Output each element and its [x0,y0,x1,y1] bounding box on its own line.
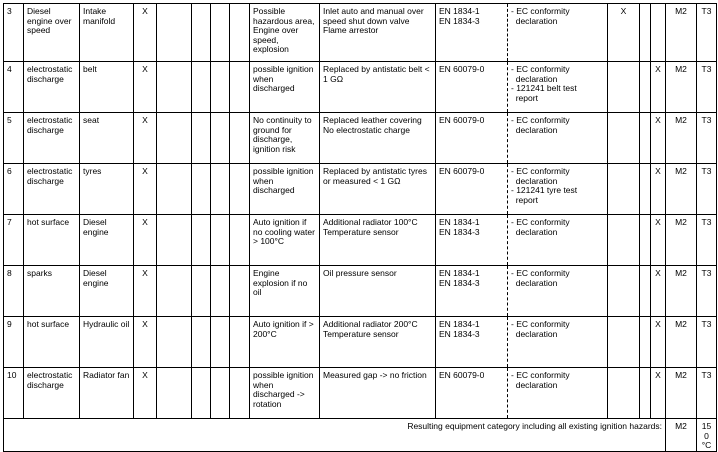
hazard-cell: electrostatic discharge [24,113,80,164]
hazard-cell: Diesel engine over speed [24,4,80,62]
category-cell: M2 [666,164,697,215]
mark-a-cell: X [134,164,157,215]
evidence-cell [508,266,608,317]
empty-cell [192,113,211,164]
empty-cell [211,4,230,62]
empty-cell [230,368,250,419]
mark-c-cell: X [651,368,666,419]
empty-cell [211,317,230,368]
effect-cell: possible ignition when discharged [250,62,320,113]
empty-cell [157,368,192,419]
source-cell: Intake manifold [80,4,134,62]
effect-cell: No continuity to ground for discharge, ignition risk [250,113,320,164]
empty-cell [640,368,651,419]
empty-cell [192,4,211,62]
mark-b-cell [608,62,640,113]
cell-line: declaration [511,124,558,135]
empty-cell [157,4,192,62]
empty-cell [230,266,250,317]
empty-cell [211,266,230,317]
temperature-cell: T3 [697,4,717,62]
cell-line: EN 1834-3 [439,328,480,339]
mark-b-cell [608,215,640,266]
temperature-cell: T3 [697,62,717,113]
cell-line: declaration [511,15,558,26]
cell-line: declaration [511,175,558,186]
measure-cell: Replaced leather covering No electrostatic charge [320,113,436,164]
mark-a-cell: X [134,266,157,317]
cell-line: declaration [511,328,558,339]
source-cell: belt [80,62,134,113]
category-cell: M2 [666,62,697,113]
empty-cell [230,113,250,164]
table-row [4,215,717,266]
mark-a-cell: X [134,4,157,62]
empty-cell [157,62,192,113]
mark-a-cell: X [134,113,157,164]
empty-cell [211,215,230,266]
cell-line: declaration [511,379,558,390]
standard-cell [436,4,508,62]
empty-cell [192,215,211,266]
measure-cell: Measured gap -> no friction [320,368,436,419]
empty-cell [230,62,250,113]
total-category: M2 [666,419,697,452]
standard-cell [436,215,508,266]
empty-cell [157,317,192,368]
empty-cell [192,266,211,317]
table-row [4,4,717,62]
standard-cell: EN 60079-0 [436,113,508,164]
empty-cell [157,266,192,317]
total-temperature: 150 °C [697,419,717,452]
category-cell: M2 [666,368,697,419]
cell-line: EN 1834-1 [439,319,480,329]
empty-cell [640,164,651,215]
hazard-cell: hot surface [24,317,80,368]
standard-cell: EN 60079-0 [436,164,508,215]
empty-cell [157,215,192,266]
row-number: 6 [4,164,24,215]
total-label: Resulting equipment category including all existing ignition hazards: [4,419,666,452]
empty-cell [211,113,230,164]
hazard-cell: hot surface [24,215,80,266]
category-cell: M2 [666,266,697,317]
empty-cell [211,368,230,419]
empty-cell [157,113,192,164]
empty-cell [192,368,211,419]
mark-b-cell [608,368,640,419]
empty-cell [230,317,250,368]
mark-a-cell: X [134,317,157,368]
mark-c-cell: X [651,113,666,164]
effect-cell: possible ignition when discharged -> rotation [250,368,320,419]
standard-cell: EN 60079-0 [436,62,508,113]
mark-a-cell: X [134,368,157,419]
category-cell: M2 [666,317,697,368]
hazard-table [3,3,717,452]
evidence-cell [508,164,608,215]
cell-line: declaration [511,277,558,288]
row-number: 8 [4,266,24,317]
temperature-cell: T3 [697,317,717,368]
row-number: 10 [4,368,24,419]
cell-line: declaration [511,226,558,237]
hazard-cell: sparks [24,266,80,317]
hazard-cell: electrostatic discharge [24,164,80,215]
mark-b-cell [608,317,640,368]
empty-cell [640,4,651,62]
table-row [4,164,717,215]
source-cell: seat [80,113,134,164]
effect-cell: Auto ignition if no cooling water > 100°C [250,215,320,266]
cell-line: - 121241 belt test [511,83,577,93]
hazard-cell: electrostatic discharge [24,62,80,113]
row-number: 4 [4,62,24,113]
standard-cell: EN 60079-0 [436,368,508,419]
cell-line: EN 1834-1 [439,217,480,227]
cell-line: EN 1834-3 [439,226,480,237]
mark-c-cell: X [651,62,666,113]
cell-line: declaration [511,73,558,84]
standard-cell [436,266,508,317]
effect-cell: Engine explosion if no oil [250,266,320,317]
mark-c-cell: X [651,317,666,368]
empty-cell [640,113,651,164]
empty-cell [640,62,651,113]
table-row [4,62,717,113]
row-number: 9 [4,317,24,368]
row-number: 7 [4,215,24,266]
mark-a-cell: X [134,215,157,266]
measure-cell: Additional radiator 200°C Temperature sensor [320,317,436,368]
table-row [4,266,717,317]
evidence-cell [508,4,608,62]
empty-cell [192,62,211,113]
mark-b-cell [608,164,640,215]
evidence-cell [508,317,608,368]
row-number: 5 [4,113,24,164]
evidence-cell [508,62,608,113]
empty-cell [640,266,651,317]
cell-line: - EC conformity [511,268,570,278]
empty-cell [192,164,211,215]
measure-cell: Inlet auto and manual over speed shut down valve Flame arrestor [320,4,436,62]
total-row [4,419,717,452]
cell-line: - EC conformity [511,166,570,176]
mark-b-cell: X [608,4,640,62]
hazard-cell: electrostatic discharge [24,368,80,419]
measure-cell: Oil pressure sensor [320,266,436,317]
table-row [4,317,717,368]
temperature-cell: T3 [697,215,717,266]
effect-cell: possible ignition when discharged [250,164,320,215]
table-row [4,368,717,419]
cell-line: - EC conformity [511,64,570,74]
table-row [4,113,717,164]
cell-line: report [511,92,538,103]
cell-line: - EC conformity [511,217,570,227]
mark-c-cell: X [651,164,666,215]
empty-cell [211,62,230,113]
empty-cell [230,215,250,266]
effect-cell: Auto ignition if > 200°C [250,317,320,368]
mark-c-cell: X [651,266,666,317]
cell-line: EN 1834-3 [439,15,480,26]
source-cell: Diesel engine [80,266,134,317]
evidence-cell [508,113,608,164]
temperature-cell: T3 [697,266,717,317]
mark-b-cell [608,266,640,317]
cell-line: EN 1834-1 [439,268,480,278]
cell-line: - EC conformity [511,115,570,125]
cell-line: - 121241 tyre test [511,185,578,195]
mark-b-cell [608,113,640,164]
mark-c-cell [651,4,666,62]
cell-line: EN 1834-3 [439,277,480,288]
mark-a-cell: X [134,62,157,113]
temperature-cell: T3 [697,164,717,215]
cell-line: - EC conformity [511,319,570,329]
evidence-cell [508,368,608,419]
temperature-cell: T3 [697,368,717,419]
source-cell: Diesel engine [80,215,134,266]
category-cell: M2 [666,113,697,164]
cell-line: - EC conformity [511,6,570,16]
empty-cell [157,164,192,215]
mark-c-cell: X [651,215,666,266]
source-cell: tyres [80,164,134,215]
empty-cell [230,164,250,215]
temperature-cell: T3 [697,113,717,164]
category-cell: M2 [666,215,697,266]
standard-cell [436,317,508,368]
evidence-cell [508,215,608,266]
category-cell: M2 [666,4,697,62]
empty-cell [640,215,651,266]
measure-cell: Replaced by antistatic belt < 1 GΩ [320,62,436,113]
cell-line: report [511,194,538,205]
cell-line: EN 1834-1 [439,6,480,16]
empty-cell [640,317,651,368]
measure-cell: Replaced by antistatic tyres or measured < 1 GΩ [320,164,436,215]
empty-cell [192,317,211,368]
row-number: 3 [4,4,24,62]
measure-cell: Additional radiator 100°C Temperature sensor [320,215,436,266]
effect-cell: Possible hazardous area, Engine over speed, explosion [250,4,320,62]
cell-line: - EC conformity [511,370,570,380]
source-cell: Hydraulic oil [80,317,134,368]
source-cell: Radiator fan [80,368,134,419]
empty-cell [230,4,250,62]
empty-cell [211,164,230,215]
